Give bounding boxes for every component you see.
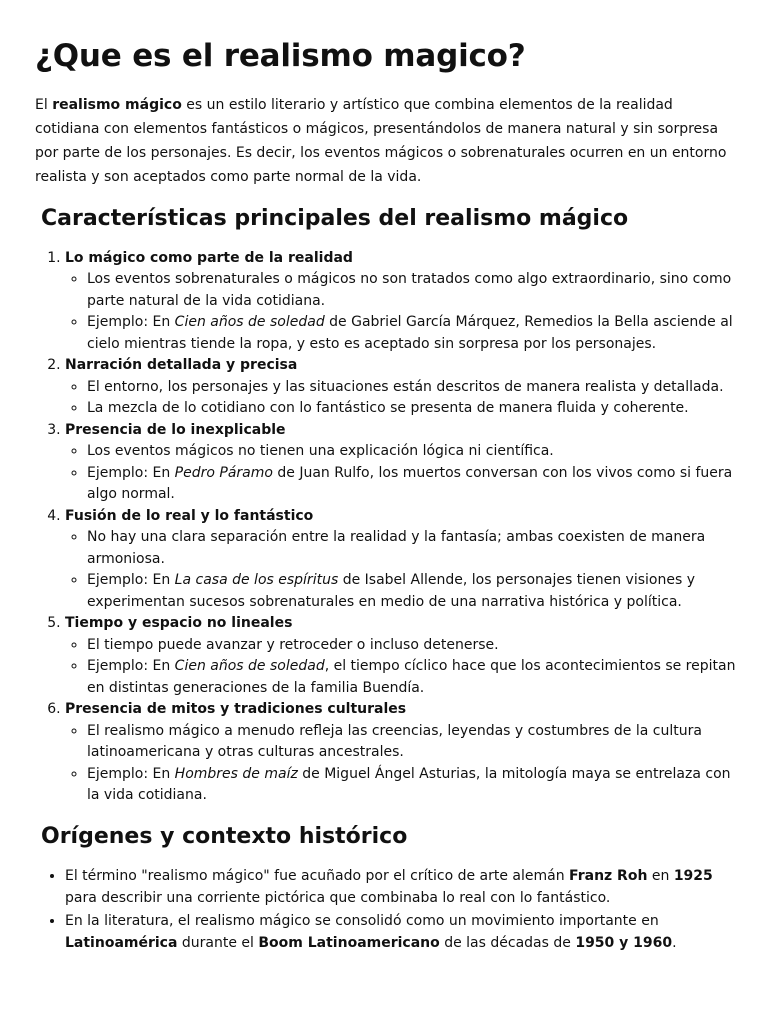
book-title: La casa de los espíritus: [174, 572, 339, 589]
text-run: Ejemplo: En: [87, 314, 175, 331]
intro-paragraph: [35, 93, 738, 189]
feature-point: [87, 635, 738, 657]
text-run: de Gabriel García Márquez, Remedios la Bella asciende al cielo mientras tiende la ropa, y esto es aceptado sin sorpresa por los personajes.: [87, 314, 733, 352]
text-run: Ejemplo: En: [87, 464, 175, 481]
intro-prefix: El: [35, 97, 53, 114]
origins-heading: Orígenes y contexto histórico: [41, 823, 408, 849]
text-run: En la literatura, el realismo mágico se consolidó como un movimiento importante en: [65, 913, 659, 930]
book-title: Cien años de soledad: [174, 314, 325, 331]
feature-points: [65, 721, 738, 807]
intro-text: es un estilo literario y artístico que combina elementos de la realidad cotidiana con elementos fantásticos o mágicos, presentándolos de manera natural y sin sorpresa por parte de los personajes. Es decir, los eventos mágicos o sobrenaturales ocurren en un entorno realista y son aceptados como parte normal de la vida.: [35, 97, 727, 186]
feature-point: [87, 463, 738, 506]
text-run: de Isabel Allende, los personajes tienen visiones y experimentan sucesos sobrenaturales en medio de una narrativa histórica y política.: [87, 572, 695, 610]
feature-title: Lo mágico como parte de la realidad: [65, 249, 353, 266]
feature-title: Narración detallada y precisa: [65, 357, 298, 374]
book-title: Hombres de maíz: [174, 765, 298, 782]
feature-title: Tiempo y espacio no lineales: [65, 615, 293, 632]
book-title: Pedro Páramo: [174, 464, 273, 481]
feature-point: [87, 398, 738, 420]
text-run: durante el: [177, 935, 259, 952]
text-run: El término "realismo mágico" fue acuñado por el crítico de arte alemán: [65, 868, 570, 885]
feature-point: [87, 570, 738, 613]
features-list: [35, 248, 738, 807]
text-run: Ejemplo: En: [87, 658, 175, 675]
bold-text: Franz Roh: [569, 868, 648, 885]
text-run: Ejemplo: En: [87, 572, 175, 589]
text-run: El realismo mágico a menudo refleja las creencias, leyendas y costumbres de la cultura latinoamericana y otras culturas ancestrales.: [87, 722, 702, 761]
feature-point: [87, 656, 738, 699]
text-run: de Juan Rulfo, los muertos conversan con los vivos como si fuera algo normal.: [87, 464, 733, 503]
text-run: , el tiempo cíclico hace que los acontecimientos se repitan en distintas generaciones de la familia Buendía.: [87, 658, 736, 696]
feature-item: [65, 420, 738, 506]
feature-title: Fusión de lo real y lo fantástico: [65, 507, 314, 524]
text-run: Los eventos sobrenaturales o mágicos no son tratados como algo extraordinario, sino como parte natural de la vida cotidiana.: [87, 271, 732, 309]
text-run: de las décadas de: [439, 935, 576, 952]
feature-point: [87, 764, 738, 807]
text-run: Los eventos mágicos no tienen una explicación lógica ni científica.: [87, 443, 554, 460]
origin-item: [65, 910, 738, 954]
text-run: de Miguel Ángel Asturias, la mitología maya se entrelaza con la vida cotidiana.: [87, 765, 731, 804]
text-run: La mezcla de lo cotidiano con lo fantástico se presenta de manera fluida y coherente.: [87, 400, 689, 417]
origin-item: [65, 865, 738, 909]
text-run: El tiempo puede avanzar y retroceder o incluso detenerse.: [87, 636, 499, 653]
feature-item: [65, 506, 738, 614]
bold-text: 1925: [673, 868, 713, 885]
feature-points: [65, 377, 738, 420]
feature-point: [87, 312, 738, 355]
feature-point: [87, 441, 738, 463]
feature-points: [65, 269, 738, 355]
bold-text: Latinoamérica: [65, 935, 178, 952]
feature-item: [65, 613, 738, 699]
bold-text: 1950 y 1960: [575, 935, 673, 952]
feature-item: [65, 699, 738, 807]
feature-item: [65, 248, 738, 356]
feature-points: [65, 527, 738, 613]
text-run: .: [672, 935, 677, 952]
page-title: ¿Que es el realismo magico?: [35, 38, 526, 74]
text-run: para describir una corriente pictórica que combinaba lo real con lo fantástico.: [65, 890, 611, 907]
feature-title: Presencia de lo inexplicable: [65, 421, 286, 438]
bold-text: Boom Latinoamericano: [258, 935, 440, 952]
text-run: No hay una clara separación entre la realidad y la fantasía; ambas coexisten de manera armoniosa.: [87, 529, 706, 567]
origins-list: [35, 865, 738, 954]
feature-point: [87, 527, 738, 570]
feature-point: [87, 377, 738, 399]
feature-point: [87, 269, 738, 312]
features-heading: Características principales del realismo mágico: [41, 206, 629, 232]
feature-point: [87, 721, 738, 764]
feature-item: [65, 355, 738, 420]
text-run: en: [647, 868, 674, 885]
feature-title: Presencia de mitos y tradiciones culturales: [65, 701, 407, 718]
book-title: Cien años de soledad: [174, 658, 325, 675]
intro-term: realismo mágico: [52, 97, 182, 114]
feature-points: [65, 635, 738, 700]
text-run: El entorno, los personajes y las situaciones están descritos de manera realista y detallada.: [87, 378, 724, 395]
text-run: Ejemplo: En: [87, 765, 175, 782]
feature-points: [65, 441, 738, 506]
